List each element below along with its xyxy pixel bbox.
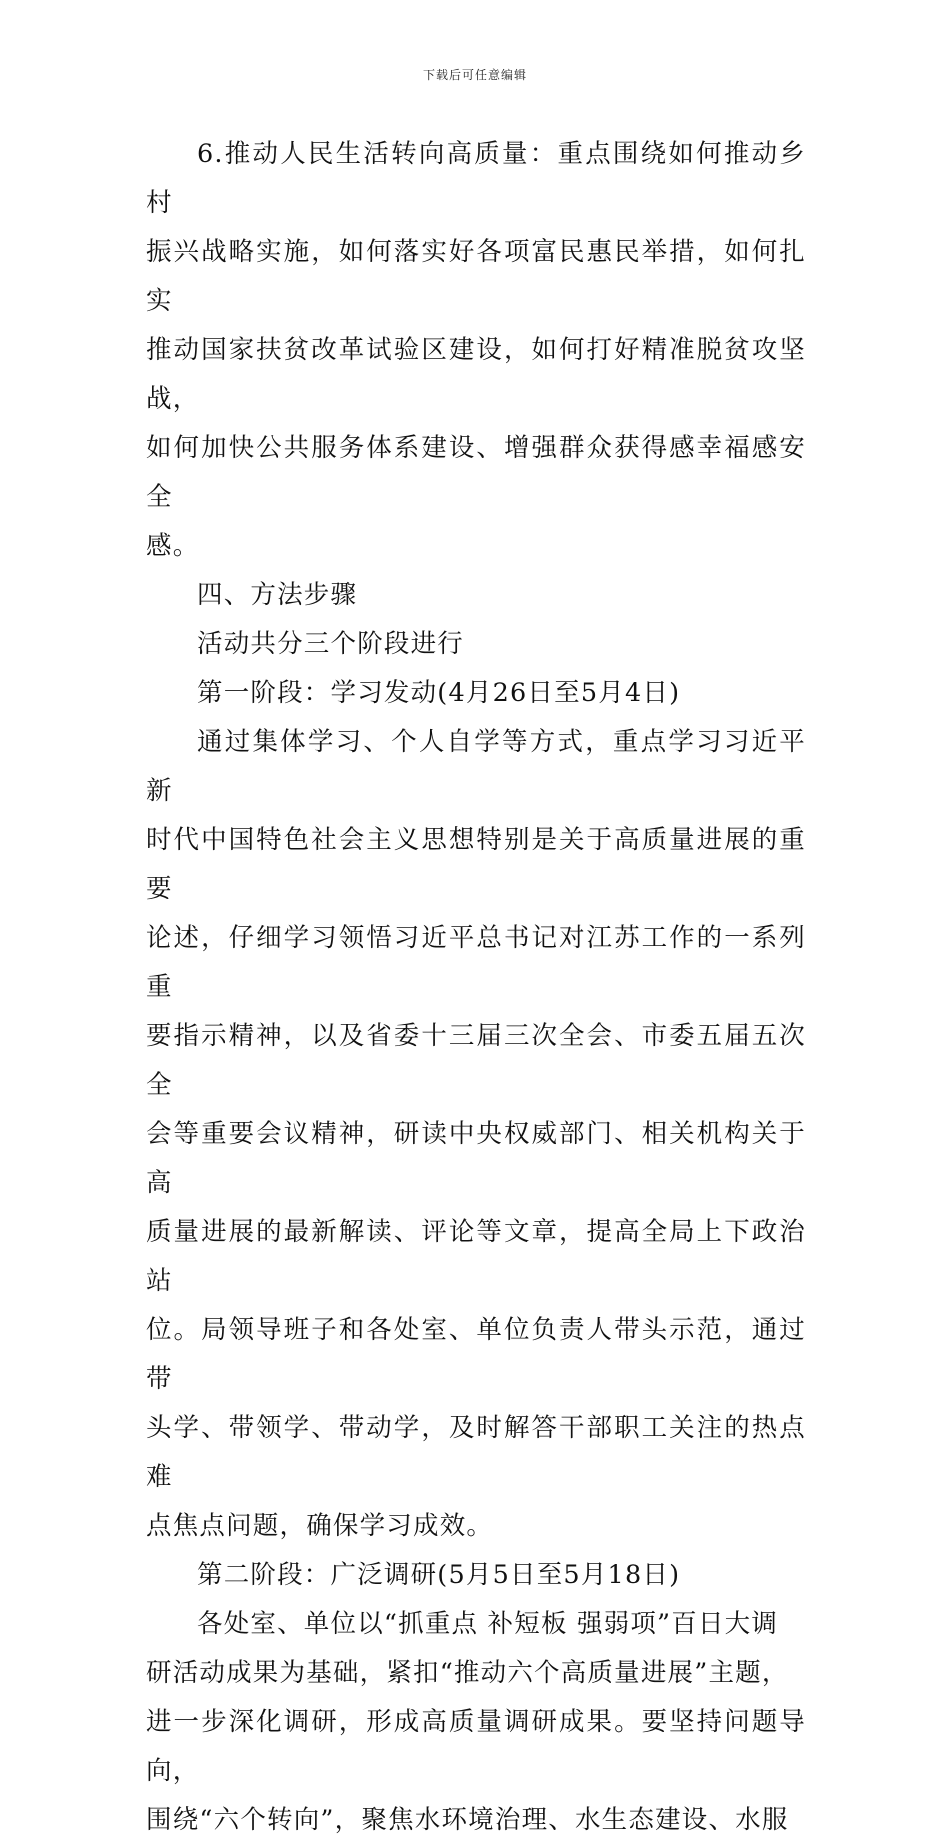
text-line: 活动共分三个阶段进行 <box>197 629 465 659</box>
text-line: 会等重要会议精神，研读中央权威部门、相关机构关于高 <box>146 1119 806 1198</box>
text-line: 四、方法步骤 <box>197 580 358 610</box>
text-line: 第二阶段：广泛调研(5月5日至5月18日) <box>197 1560 681 1590</box>
page-header-note: 下载后可任意编辑 <box>422 68 527 82</box>
text-line: 头学、带领学、带动学，及时解答干部职工关注的热点难 <box>146 1413 806 1492</box>
text-line: 推动国家扶贫改革试验区建设，如何打好精准脱贫攻坚战， <box>146 335 806 414</box>
section-heading-methods <box>146 571 806 620</box>
text-line: 各处室、单位以“抓重点 补短板 强弱项”百日大调 <box>197 1609 779 1639</box>
text-line: 研活动成果为基础，紧扣“推动六个高质量进展”主题， <box>146 1658 789 1688</box>
text-line: 要指示精神，以及省委十三届三次全会、市委五届五次全 <box>146 1021 806 1100</box>
stage-one-heading <box>146 669 806 718</box>
text-line: 质量进展的最新解读、评论等文章，提高全局上下政治站 <box>146 1217 806 1296</box>
text-line: 位。局领导班子和各处室、单位负责人带头示范，通过带 <box>146 1315 806 1394</box>
stage-two-heading <box>146 1551 806 1600</box>
text-line: 6.推动人民生活转向高质量：重点围绕如何推动乡村 <box>146 139 806 218</box>
text-line: 围绕“六个转向”，聚焦水环境治理、水生态建设、水服 <box>146 1805 789 1835</box>
paragraph-stage-two <box>146 1600 806 1845</box>
text-line: 进一步深化调研，形成高质量调研成果。要坚持问题导向， <box>146 1707 806 1786</box>
paragraph-people-livelihood <box>146 130 806 571</box>
document-body <box>146 130 806 1845</box>
text-line: 时代中国特色社会主义思想特别是关于高质量进展的重要 <box>146 825 806 904</box>
paragraph-stages-intro <box>146 620 806 669</box>
text-line: 振兴战略实施，如何落实好各项富民惠民举措，如何扎实 <box>146 237 806 316</box>
text-line: 感。 <box>146 531 200 561</box>
text-line: 点焦点问题，确保学习成效。 <box>146 1511 494 1541</box>
text-line: 第一阶段：学习发动(4月26日至5月4日) <box>197 678 681 708</box>
text-line: 论述，仔细学习领悟习近平总书记对江苏工作的一系列重 <box>146 923 806 1002</box>
text-line: 如何加快公共服务体系建设、增强群众获得感幸福感安全 <box>146 433 806 512</box>
paragraph-stage-one <box>146 718 806 1551</box>
text-line: 通过集体学习、个人自学等方式，重点学习习近平新 <box>146 727 806 806</box>
